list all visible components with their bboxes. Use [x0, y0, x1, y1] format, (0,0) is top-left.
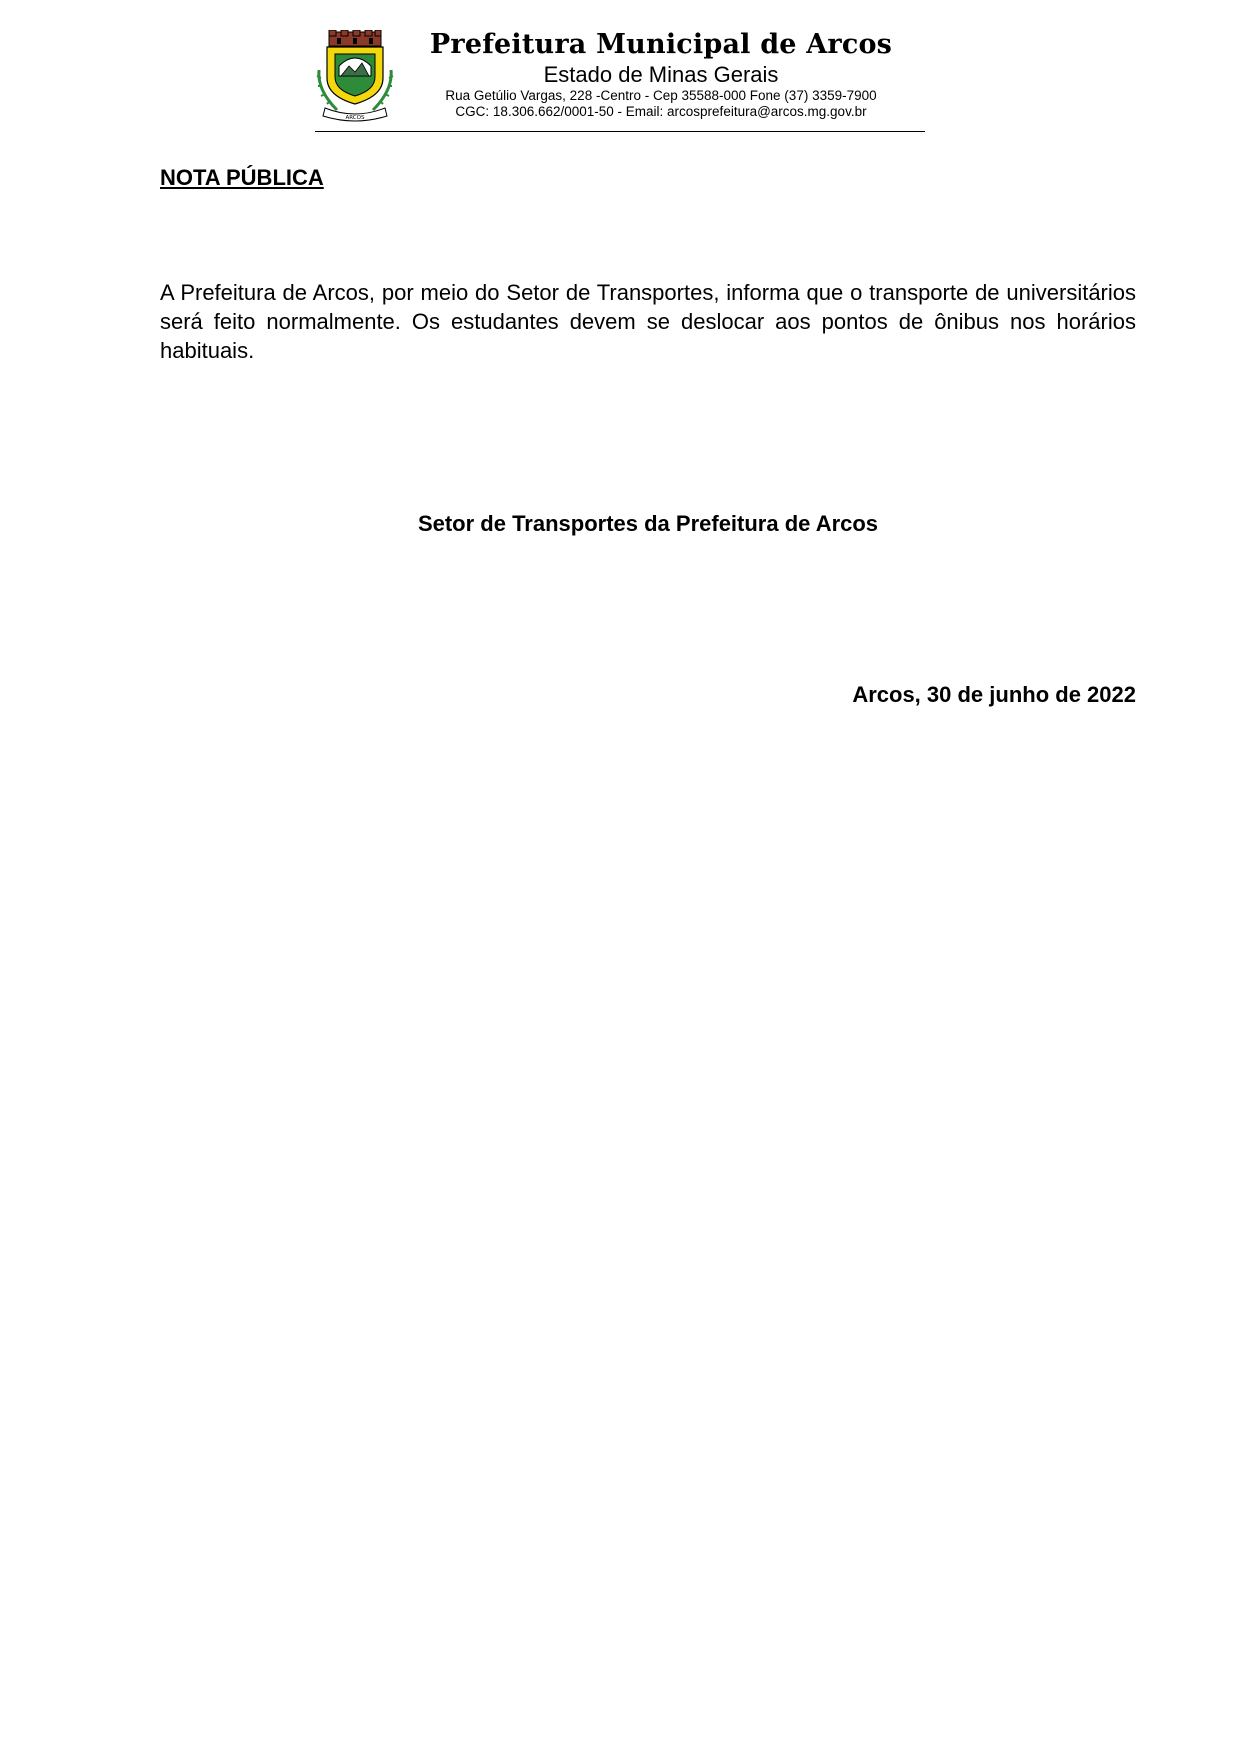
municipal-crest-icon	[315, 30, 395, 124]
letterhead-text	[397, 28, 925, 120]
crest-label: ARCOS	[345, 115, 365, 121]
date-line: Arcos, 30 de junho de 2022	[852, 682, 1136, 707]
state-name: Estado de Minas Gerais	[543, 62, 779, 87]
letterhead-divider	[315, 131, 925, 132]
municipality-name: Prefeitura Municipal de Arcos	[429, 29, 893, 60]
signature-line: Setor de Transportes da Prefeitura de Arcos	[417, 511, 879, 536]
letterhead	[315, 28, 925, 133]
document-body: A Prefeitura de Arcos, por meio do Setor de Transportes, informa que o transporte de universitários será feito normalmente. Os estudantes devem se deslocar aos pontos de ônibus nos horários habituais.	[160, 280, 1136, 363]
document-heading: NOTA PÚBLICA	[160, 165, 324, 190]
address-line: Rua Getúlio Vargas, 228 -Centro - Cep 35588-000 Fone (37) 3359-7900	[445, 88, 877, 103]
cgc-email-line: CGC: 18.306.662/0001-50 - Email: arcosprefeitura@arcos.mg.gov.br	[455, 104, 867, 119]
